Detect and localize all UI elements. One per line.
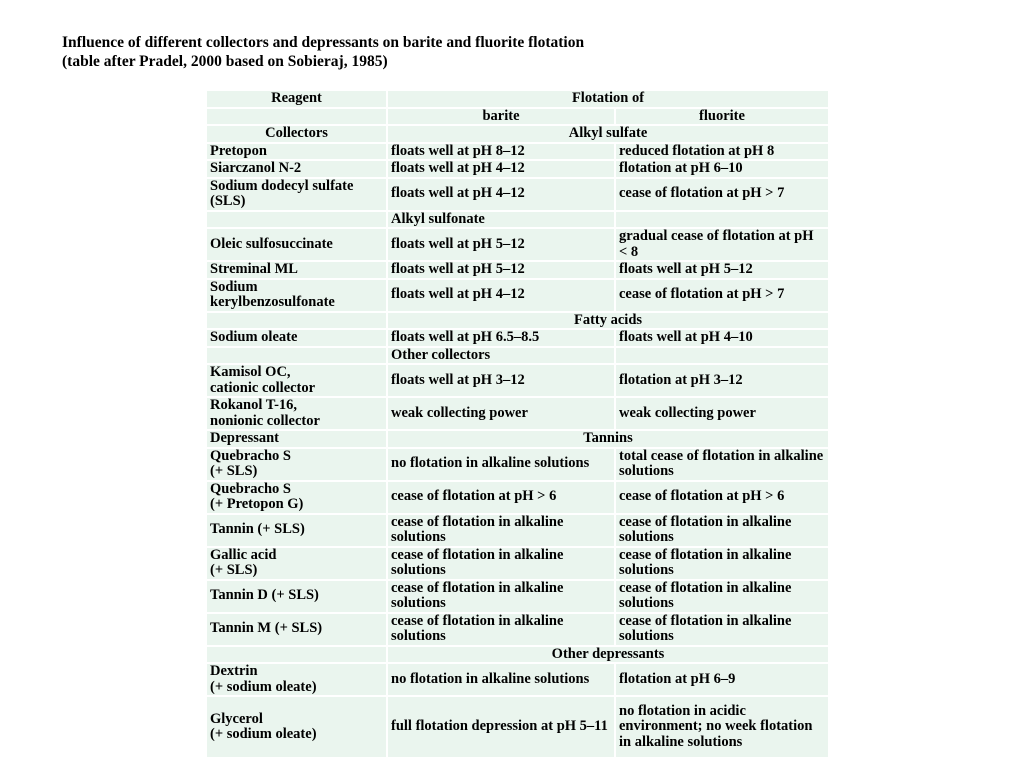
group-blank (206, 347, 387, 365)
header-fluorite: fluorite (615, 108, 829, 126)
table-row (206, 160, 829, 178)
subheader-blank (206, 108, 387, 126)
reagent-cell: Glycerol (+ sodium oleate) (206, 696, 387, 758)
reagent-cell: Dextrin (+ sodium oleate) (206, 663, 387, 696)
group-row (206, 211, 829, 229)
barite-cell: floats well at pH 4–12 (387, 279, 615, 312)
table-row (206, 178, 829, 211)
fluorite-cell: flotation at pH 6–10 (615, 160, 829, 178)
barite-cell: floats well at pH 3–12 (387, 364, 615, 397)
barite-cell: cease of flotation at pH > 6 (387, 481, 615, 514)
reagent-cell: Streminal ML (206, 261, 387, 279)
fluorite-cell: total cease of flotation in alkaline solutions (615, 448, 829, 481)
barite-cell: weak collecting power (387, 397, 615, 430)
table-row (206, 364, 829, 397)
table-row (206, 261, 829, 279)
group-row (206, 646, 829, 664)
reagent-cell: Tannin (+ SLS) (206, 514, 387, 547)
reagent-cell: Pretopon (206, 143, 387, 161)
fluorite-cell: floats well at pH 5–12 (615, 261, 829, 279)
reagent-cell: Tannin M (+ SLS) (206, 613, 387, 646)
group-blank (206, 211, 387, 229)
reagent-cell: Oleic sulfosuccinate (206, 228, 387, 261)
table-row (206, 143, 829, 161)
header-row (206, 90, 829, 108)
barite-cell: cease of flotation in alkaline solutions (387, 514, 615, 547)
fluorite-cell: cease of flotation in alkaline solutions (615, 580, 829, 613)
header-flotation-of: Flotation of (387, 90, 829, 108)
table-row (206, 663, 829, 696)
header-barite: barite (387, 108, 615, 126)
fluorite-cell: flotation at pH 3–12 (615, 364, 829, 397)
caption-line-2: (table after Pradel, 2000 based on Sobieraj, 1985) (62, 53, 388, 70)
barite-cell: no flotation in alkaline solutions (387, 448, 615, 481)
depressant-label: Depressant (206, 430, 387, 448)
table-row (206, 448, 829, 481)
table-row (206, 696, 829, 758)
fluorite-cell: weak collecting power (615, 397, 829, 430)
table-row (206, 481, 829, 514)
group-blank (615, 347, 829, 365)
fluorite-cell: cease of flotation in alkaline solutions (615, 514, 829, 547)
fluorite-cell: cease of flotation at pH > 6 (615, 481, 829, 514)
barite-cell: floats well at pH 5–12 (387, 228, 615, 261)
group-row (206, 430, 829, 448)
group-row (206, 312, 829, 330)
table-row (206, 329, 829, 347)
reagent-cell: Sodium oleate (206, 329, 387, 347)
group-blank (206, 646, 387, 664)
collectors-label: Collectors (206, 125, 387, 143)
reagent-cell: Sodium kerylbenzosulfonate (206, 279, 387, 312)
barite-cell: floats well at pH 8–12 (387, 143, 615, 161)
table-row (206, 228, 829, 261)
barite-cell: cease of flotation in alkaline solutions (387, 580, 615, 613)
reagent-cell: Tannin D (+ SLS) (206, 580, 387, 613)
group-other-collectors: Other collectors (387, 347, 615, 365)
fluorite-cell: flotation at pH 6–9 (615, 663, 829, 696)
table-row (206, 547, 829, 580)
barite-cell: cease of flotation in alkaline solutions (387, 547, 615, 580)
reagent-cell: Quebracho S (+ Pretopon G) (206, 481, 387, 514)
fluorite-cell: cease of flotation in alkaline solutions (615, 547, 829, 580)
reagent-cell: Rokanol T-16, nonionic collector (206, 397, 387, 430)
table-row (206, 613, 829, 646)
reagent-cell: Sodium dodecyl sulfate (SLS) (206, 178, 387, 211)
subheader-row (206, 108, 829, 126)
fluorite-cell: cease of flotation at pH > 7 (615, 279, 829, 312)
caption-line-1: Influence of different collectors and depressants on barite and fluorite flotation (62, 34, 585, 51)
reagent-cell: Siarczanol N-2 (206, 160, 387, 178)
barite-cell: full flotation depression at pH 5–11 (387, 696, 615, 758)
barite-cell: cease of flotation in alkaline solutions (387, 613, 615, 646)
barite-cell: floats well at pH 4–12 (387, 160, 615, 178)
barite-cell: floats well at pH 6.5–8.5 (387, 329, 615, 347)
table-row (206, 514, 829, 547)
group-blank (615, 211, 829, 229)
fluorite-cell: gradual cease of flotation at pH < 8 (615, 228, 829, 261)
reagent-flotation-table (205, 89, 830, 759)
reagent-cell: Gallic acid (+ SLS) (206, 547, 387, 580)
group-row (206, 347, 829, 365)
barite-cell: floats well at pH 4–12 (387, 178, 615, 211)
group-other-depressants: Other depressants (387, 646, 829, 664)
fluorite-cell: no flotation in acidic environment; no week flotation in alkaline solutions (615, 696, 829, 758)
header-reagent: Reagent (206, 90, 387, 108)
table-row (206, 397, 829, 430)
reagent-cell: Quebracho S (+ SLS) (206, 448, 387, 481)
barite-cell: no flotation in alkaline solutions (387, 663, 615, 696)
fluorite-cell: cease of flotation in alkaline solutions (615, 613, 829, 646)
table-caption (62, 33, 584, 71)
group-tannins: Tannins (387, 430, 829, 448)
fluorite-cell: floats well at pH 4–10 (615, 329, 829, 347)
reagent-cell: Kamisol OC, cationic collector (206, 364, 387, 397)
table-row (206, 580, 829, 613)
group-fatty-acids: Fatty acids (387, 312, 829, 330)
table-body (206, 90, 829, 758)
barite-cell: floats well at pH 5–12 (387, 261, 615, 279)
group-alkyl-sulfonate: Alkyl sulfonate (387, 211, 615, 229)
group-blank (206, 312, 387, 330)
fluorite-cell: reduced flotation at pH 8 (615, 143, 829, 161)
group-alkyl-sulfate: Alkyl sulfate (387, 125, 829, 143)
fluorite-cell: cease of flotation at pH > 7 (615, 178, 829, 211)
collectors-group-row (206, 125, 829, 143)
table-row (206, 279, 829, 312)
